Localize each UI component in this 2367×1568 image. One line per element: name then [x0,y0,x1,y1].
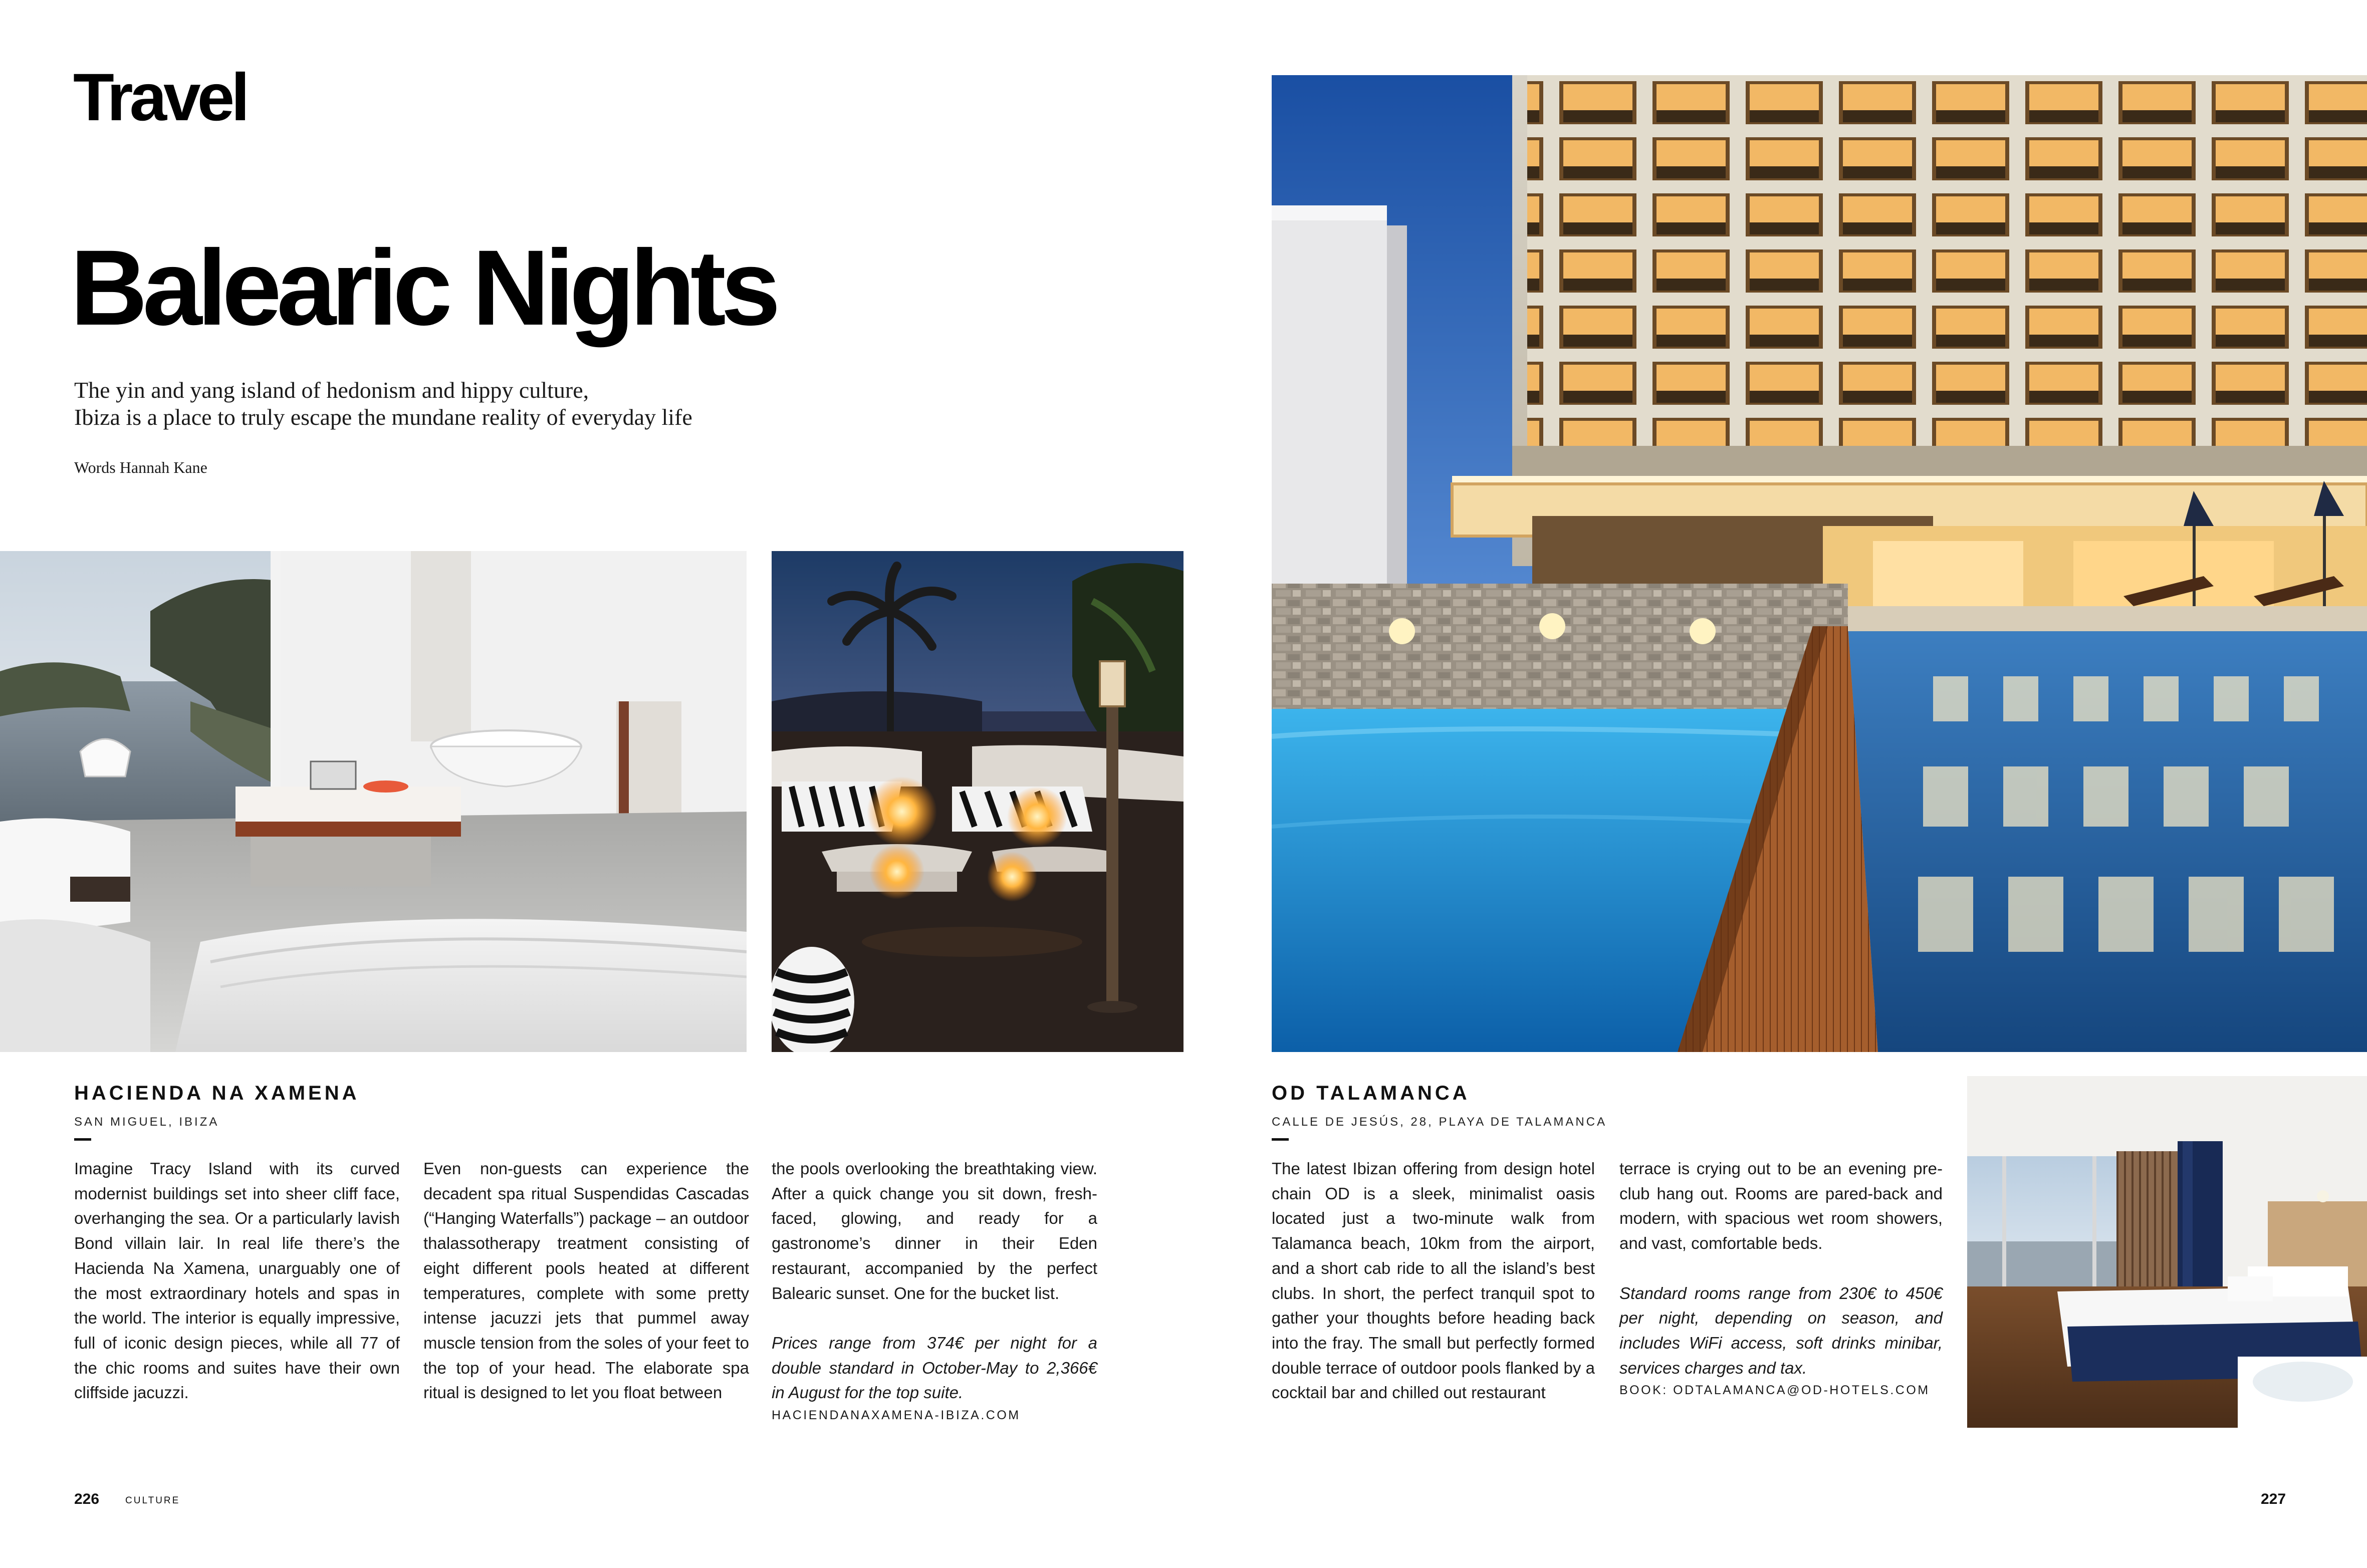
right-page-number: 227 [2261,1491,2286,1507]
section-label: Travel [73,60,247,135]
hacienda-title: HACIENDA NA XAMENA [74,1082,360,1104]
hacienda-paragraph-3: the pools overlooking the breathtaking view. After a quick change you sit down, fresh-faced, glowing, and ready for a gastronome’s dinner in their Eden restaurant, accompanied by the perfect Balearic sunset. One for the bucket list. [772,1159,1097,1302]
standfirst [74,377,856,431]
od-paragraph-2: terrace is crying out to be an evening pre-club hang out. Rooms are pared-back and modern, with spacious wet room showers, and vast, comfortable beds. [1619,1159,1943,1253]
od-talamanca-room-photo [1967,1076,2367,1428]
od-divider [1272,1138,1289,1141]
sunset-terrace-photo [772,551,1184,1052]
od-column-2 [1619,1156,1943,1400]
od-paragraph-1: The latest Ibizan offering from design hotel chain OD is a sleek, minimalist oasis located just a two-minute walk from Talamanca beach, 10km from the airport, and a short cab ride to all the island’s best clubs. In short, the perfect tranquil spot to gather your thoughts before heading back into the fray. The small but perfectly formed double terrace of outdoor pools flanked by a cocktail bar and chilled out restaurant [1272,1159,1595,1402]
hacienda-column-3 [772,1156,1097,1425]
headline: Balearic Nights [70,228,776,348]
standfirst-line-2: Ibiza is a place to truly escape the mundane reality of everyday life [74,404,692,430]
hacienda-website: HACIENDANAXAMENA-IBIZA.COM [772,1408,1021,1423]
hacienda-column-2 [423,1156,749,1405]
hacienda-paragraph-2: Even non-guests can experience the decadent spa ritual Suspendidas Cascadas (“Hanging Waterfalls”) package – an outdoor thalassotherapy treatment consisting of eight different pools heated at different temperatures, complete with some pretty intense jacuzzi jets that pummel away muscle tension from the soles of your feet to the top of your head. The elaborate spa ritual is designed to let you float between [423,1159,749,1402]
hacienda-prices: Prices range from 374€ per night for a double standard in October-May to 2,366€ in August for the top suite. [772,1333,1097,1402]
standfirst-line-1: The yin and yang island of hedonism and hippy culture, [74,377,589,403]
od-prices: Standard rooms range from 230€ to 450€ per night, depending on season, and includes WiFi access, soft drinks minibar, services charges and tax. [1619,1283,1943,1377]
od-talamanca-hotel-photo [1272,75,2367,1052]
hacienda-divider [74,1138,91,1141]
left-section-name: CULTURE [125,1495,180,1506]
hacienda-suite-photo [0,551,747,1052]
od-column-1 [1272,1156,1595,1405]
od-booking: BOOK: ODTALAMANCA@OD-HOTELS.COM [1619,1383,1930,1398]
hacienda-column-1 [74,1156,400,1405]
hacienda-paragraph-1: Imagine Tracy Island with its curved modernist buildings set into sheer cliff face, overhanging the sea. Or a particularly lavish Bond villain lair. In real life there’s the Hacienda Na Xamena, unarguably one of the most extraordinary hotels and spas in the world. The interior is equally impressive, full of iconic design pieces, while all 77 of the chic rooms and suites have their own cliffside jacuzzi. [74,1159,400,1402]
hacienda-location: SAN MIGUEL, IBIZA [74,1115,219,1129]
od-location: CALLE DE JESÚS, 28, PLAYA DE TALAMANCA [1272,1115,1607,1129]
od-title: OD TALAMANCA [1272,1082,1470,1104]
left-page-number: 226 [74,1491,100,1507]
byline: Words Hannah Kane [74,458,207,476]
